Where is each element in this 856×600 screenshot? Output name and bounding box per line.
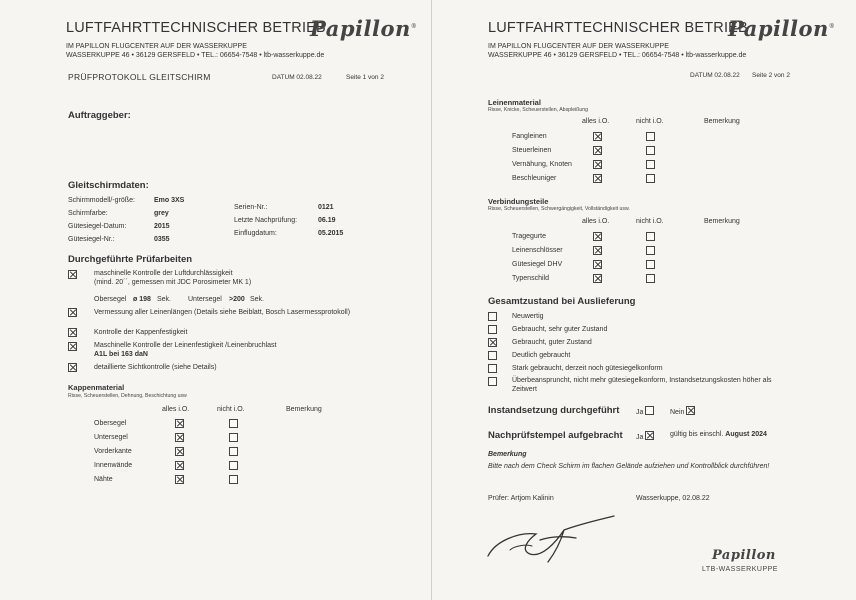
test-porosity-checkbox[interactable]: [68, 270, 77, 279]
address-line-2: WASSERKUPPE 46 • 36129 GERSFELD • TEL.: 06654-7548 • ltb-wasserkuppe.de: [66, 52, 325, 59]
connectors-subheading: Risse, Scheuerstellen, Schwergängigkeit, Vollständigkeit usw.: [488, 206, 630, 212]
porosity-top-sail-unit: Sek.: [157, 296, 172, 303]
canopy-subheading: Risse, Scheuerstellen, Dehnung, Beschichtung usw: [68, 393, 187, 399]
lines-item-label: Steuerleinen: [512, 147, 552, 154]
canopy-item-not-ok-checkbox[interactable]: [229, 433, 238, 442]
porosity-bottom-sail-label: Untersegel: [188, 296, 222, 303]
lines-item-not-ok-checkbox[interactable]: [646, 174, 655, 183]
company-name: LUFTFAHRTTECHNISCHER BETRIEB: [488, 20, 748, 36]
canopy-item-not-ok-checkbox[interactable]: [229, 447, 238, 456]
state-heavily-worn-checkbox[interactable]: [488, 364, 497, 373]
canopy-item-ok-checkbox[interactable]: [175, 419, 184, 428]
connectors-item-ok-checkbox[interactable]: [593, 232, 602, 241]
last-check-value: 06.19: [318, 217, 336, 224]
glider-model-label: Schirmmodell/-größe:: [68, 197, 135, 204]
stamp-yes-checkbox[interactable]: [645, 431, 654, 440]
company-name: LUFTFAHRTTECHNISCHER BETRIEB: [66, 20, 326, 36]
lines-col-remark: Bemerkung: [704, 118, 740, 125]
state-good-checkbox[interactable]: [488, 338, 497, 347]
serial-label: Serien-Nr.:: [234, 204, 268, 211]
state-overstressed-label: Überbeanspruncht, nicht mehr gütesiegelkonform, Instandsetzungskosten höher als: [512, 377, 772, 384]
repair-yes-checkbox[interactable]: [645, 406, 654, 415]
lines-col-not-ok: nicht i.O.: [636, 118, 664, 125]
page-2: [432, 0, 856, 600]
lines-item-label: Fangleinen: [512, 133, 547, 140]
glider-data-heading: Gleitschirmdaten:: [68, 180, 149, 191]
canopy-col-not-ok: nicht i.O.: [217, 406, 245, 413]
canopy-item-label: Innenwände: [94, 462, 133, 469]
address-line-1: IM PAPILLON FLUGCENTER AUF DER WASSERKUPPE: [66, 43, 247, 50]
test-visual-label: detaillierte Sichtkontrolle (siehe Details): [94, 364, 217, 371]
lines-item-label: Vernähung, Knoten: [512, 161, 572, 168]
canopy-item-label: Untersegel: [94, 434, 128, 441]
seal-date-value: 2015: [154, 223, 170, 230]
connectors-item-label: Tragegurte: [512, 233, 546, 240]
repair-no-checkbox[interactable]: [686, 406, 695, 415]
canopy-item-ok-checkbox[interactable]: [175, 475, 184, 484]
connectors-item-ok-checkbox[interactable]: [593, 260, 602, 269]
canopy-item-not-ok-checkbox[interactable]: [229, 419, 238, 428]
first-flight-label: Einflugdatum:: [234, 230, 277, 237]
connectors-item-not-ok-checkbox[interactable]: [646, 232, 655, 241]
glider-color-value: grey: [154, 210, 169, 217]
test-line-strength-value: A1L bei 163 daN: [94, 351, 148, 358]
canopy-item-not-ok-checkbox[interactable]: [229, 475, 238, 484]
glider-color-label: Schirmfarbe:: [68, 210, 108, 217]
canopy-item-label: Vorderkante: [94, 448, 132, 455]
stamp-heading: Nachprüfstempel aufgebracht: [488, 430, 623, 441]
state-overstressed-label-2: Zeitwert: [512, 386, 537, 393]
lines-subheading: Risse, Knicke, Scheuerstellen, Abspleißung: [488, 107, 589, 113]
state-new-checkbox[interactable]: [488, 312, 497, 321]
lines-item-not-ok-checkbox[interactable]: [646, 146, 655, 155]
address-line-1: IM PAPILLON FLUGCENTER AUF DER WASSERKUPPE: [488, 43, 669, 50]
document-title: PRÜFPROTOKOLL GLEITSCHIRM: [68, 72, 211, 82]
papillon-logo: Papillon®: [310, 16, 418, 41]
repair-yes: Ja: [636, 406, 654, 416]
address-line-2: WASSERKUPPE 46 • 36129 GERSFELD • TEL.: 06654-7548 • ltb-wasserkuppe.de: [488, 52, 747, 59]
test-porosity-label: maschinelle Kontrolle der Luftdurchlässigkeit: [94, 270, 233, 277]
seal-date-label: Gütesiegel-Datum:: [68, 223, 127, 230]
glider-model-value: Emo 3XS: [154, 197, 185, 204]
connectors-item-ok-checkbox[interactable]: [593, 246, 602, 255]
remark-text: Bitte nach dem Check Schirm im flachen Gelände aufziehen und Kontrollblick durchführen!: [488, 463, 770, 470]
papillon-logo: Papillon®: [728, 16, 836, 41]
connectors-item-label: Gütesiegel DHV: [512, 261, 563, 268]
test-visual-checkbox[interactable]: [68, 363, 77, 372]
state-good-label: Gebraucht, guter Zustand: [512, 339, 592, 346]
lines-item-ok-checkbox[interactable]: [593, 174, 602, 183]
stamp-validity: gültig bis einschl. August 2024: [670, 431, 767, 438]
page-number: Seite 2 von 2: [752, 72, 790, 79]
canopy-col-remark: Bemerkung: [286, 406, 322, 413]
inspector-name: Prüfer: Artjom Kalinin: [488, 495, 554, 502]
repair-no: Nein: [670, 406, 695, 416]
connectors-item-not-ok-checkbox[interactable]: [646, 246, 655, 255]
canopy-item-ok-checkbox[interactable]: [175, 461, 184, 470]
connectors-col-not-ok: nicht i.O.: [636, 218, 664, 225]
state-worn-label: Deutlich gebraucht: [512, 352, 571, 359]
connectors-heading: Verbindungsteile: [488, 197, 549, 206]
test-line-length-checkbox[interactable]: [68, 308, 77, 317]
lines-col-ok: alles i.O.: [582, 118, 610, 125]
porosity-bottom-sail-value: >200: [229, 296, 245, 303]
canopy-item-label: Obersegel: [94, 420, 127, 427]
test-canopy-strength-label: Kontrolle der Kappenfestigkeit: [94, 329, 188, 336]
state-heavily-worn-label: Stark gebraucht, derzeit noch gütesiegelkonform: [512, 365, 663, 372]
lines-item-ok-checkbox[interactable]: [593, 146, 602, 155]
overall-state-heading: Gesamtzustand bei Auslieferung: [488, 296, 636, 307]
stamp-yes: Ja: [636, 431, 654, 441]
stamp-logo: Papillon: [712, 548, 776, 563]
state-new-label: Neuwertig: [512, 313, 544, 320]
seal-number-label: Gütesiegel-Nr.:: [68, 236, 115, 243]
connectors-item-label: Leinenschlösser: [512, 247, 563, 254]
porosity-top-sail-value: ø 198: [133, 296, 151, 303]
date: DATUM 02.08.22: [690, 72, 740, 79]
connectors-col-remark: Bemerkung: [704, 218, 740, 225]
canopy-item-ok-checkbox[interactable]: [175, 433, 184, 442]
date: DATUM 02.08.22: [272, 74, 322, 81]
canopy-heading: Kappenmaterial: [68, 383, 125, 392]
test-canopy-strength-checkbox[interactable]: [68, 328, 77, 337]
lines-item-label: Beschleuniger: [512, 175, 557, 182]
connectors-item-not-ok-checkbox[interactable]: [646, 260, 655, 269]
lines-item-not-ok-checkbox[interactable]: [646, 132, 655, 141]
connectors-col-ok: alles i.O.: [582, 218, 610, 225]
stamp-text: LTB-WASSERKUPPE: [702, 566, 778, 573]
test-line-strength-label: Maschinelle Kontrolle der Leinenfestigkeit /Leinenbruchlast: [94, 342, 277, 349]
porosity-top-sail-label: Obersegel: [94, 296, 127, 303]
canopy-item-label: Nähte: [94, 476, 113, 483]
test-line-length-label: Vermessung aller Leinenlängen (Details siehe Beiblatt, Bosch Lasermessprotokoll): [94, 309, 351, 316]
page-number: Seite 1 von 2: [346, 74, 384, 81]
client-heading: Auftraggeber:: [68, 110, 131, 121]
tests-heading: Durchgeführte Prüfarbeiten: [68, 254, 193, 265]
lines-heading: Leinenmaterial: [488, 98, 541, 107]
canopy-item-ok-checkbox[interactable]: [175, 447, 184, 456]
lines-item-not-ok-checkbox[interactable]: [646, 160, 655, 169]
last-check-label: Letzte Nachprüfung:: [234, 217, 298, 224]
test-porosity-detail: (mind. 20´´, gemessen mit JDC Porosimeter MK 1): [94, 279, 252, 286]
remark-heading: Bemerkung: [488, 451, 527, 458]
place-date: Wasserkuppe, 02.08.22: [636, 495, 710, 502]
test-line-strength-checkbox[interactable]: [68, 342, 77, 351]
state-worn-checkbox[interactable]: [488, 351, 497, 360]
lines-item-ok-checkbox[interactable]: [593, 160, 602, 169]
state-overstressed-checkbox[interactable]: [488, 377, 497, 386]
repair-heading: Instandsetzung durchgeführt: [488, 405, 620, 416]
first-flight-value: 05.2015: [318, 230, 344, 237]
connectors-item-not-ok-checkbox[interactable]: [646, 274, 655, 283]
seal-number-value: 0355: [154, 236, 170, 243]
state-very-good-checkbox[interactable]: [488, 325, 497, 334]
canopy-item-not-ok-checkbox[interactable]: [229, 461, 238, 470]
connectors-item-ok-checkbox[interactable]: [593, 274, 602, 283]
lines-item-ok-checkbox[interactable]: [593, 132, 602, 141]
state-very-good-label: Gebraucht, sehr guter Zustand: [512, 326, 608, 333]
porosity-bottom-sail-unit: Sek.: [250, 296, 265, 303]
canopy-col-ok: alles i.O.: [162, 406, 190, 413]
signature-icon: [480, 510, 620, 568]
serial-value: 0121: [318, 204, 334, 211]
connectors-item-label: Typenschild: [512, 275, 549, 282]
